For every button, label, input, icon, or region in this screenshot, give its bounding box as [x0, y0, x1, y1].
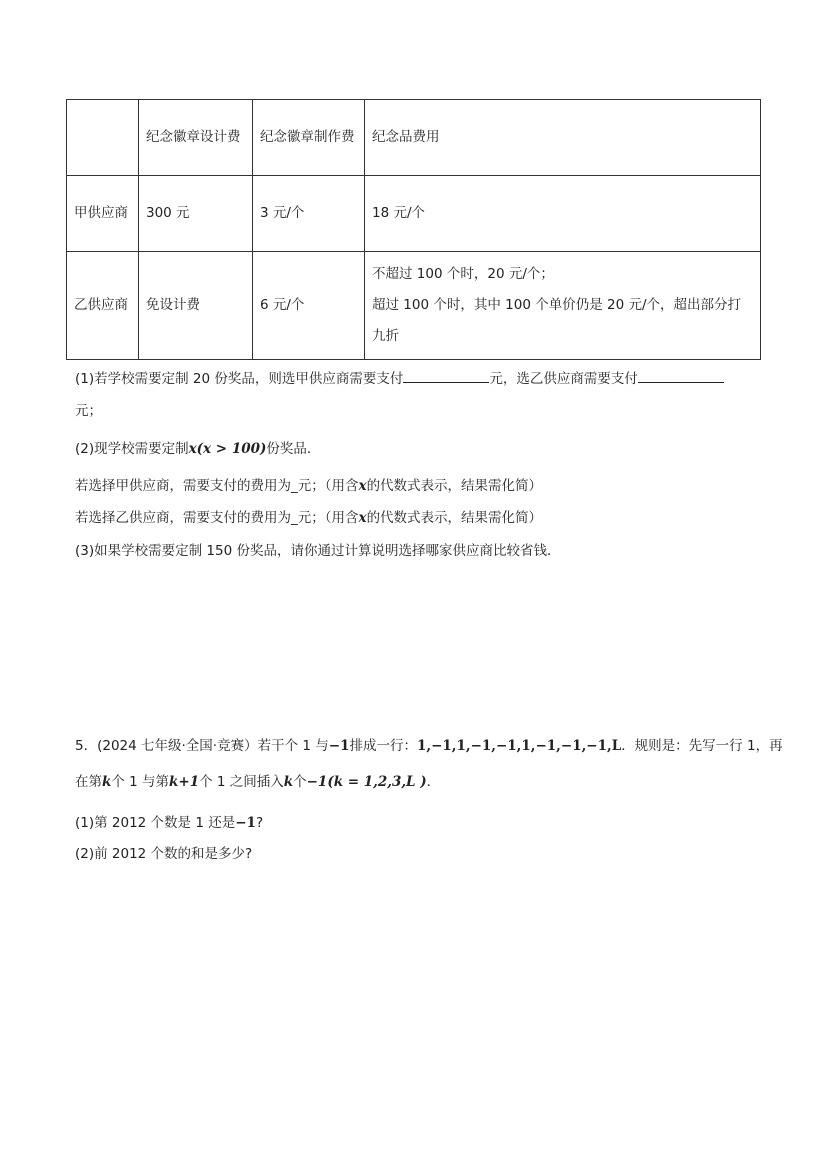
q4-part2: (2)现学校需要定制x(x > 100)份奖品． [75, 441, 321, 457]
table-cell: 18 元/个 [365, 176, 761, 252]
table-cell: 乙供应商 [67, 252, 139, 360]
q5-part2: (2)前 2012 个数的和是多少? [75, 846, 253, 862]
q5-part1: (1)第 2012 个数是 1 还是−1? [75, 815, 264, 831]
table-cell [365, 252, 761, 360]
table-cell: 300 元 [139, 176, 253, 252]
q4-part3: (3)如果学校需要定制 150 份奖品，请你通过计算说明选择哪家供应商比较省钱． [75, 543, 561, 559]
q5-line2: 在第k个 1 与第k+1个 1 之间插入k个−1(k = 1,2,3,L )． [75, 774, 441, 790]
answer-blank [403, 368, 489, 383]
table-cell: 纪念徽章制作费 [253, 100, 365, 176]
q4-part1-unit: 元； [75, 403, 102, 419]
table-cell: 甲供应商 [67, 176, 139, 252]
gift-rule-1: 不超过 100 个时，20 元/个； [372, 266, 554, 282]
q4-part2-line2: 若选择乙供应商，需要支付的费用为_元；（用含x的代数式表示，结果需化简） [75, 510, 543, 526]
answer-blank [638, 368, 724, 383]
table-cell: 纪念徽章设计费 [139, 100, 253, 176]
pricing-table [66, 99, 761, 360]
table-row [67, 176, 761, 252]
table-cell: 免设计费 [139, 252, 253, 360]
table-cell [67, 100, 139, 176]
table-cell: 6 元/个 [253, 252, 365, 360]
q4-part1: (1)若学校需要定制 20 份奖品，则选甲供应商需要支付 元，选乙供应商需要支付 [75, 368, 724, 390]
table-cell: 3 元/个 [253, 176, 365, 252]
q4-part2-line1: 若选择甲供应商，需要支付的费用为_元；（用含x的代数式表示，结果需化简） [75, 478, 543, 494]
gift-rule-2: 超过 100 个时，其中 100 个单价仍是 20 元/个，超出部分打九折 [372, 297, 742, 344]
q5-line1: 5．(2024 七年级·全国·竞赛）若干个 1 与−1排成一行：1,−1,1,−1,−1,1,−1,−1,−1,L．规则是：先写一行 1，再 [75, 738, 783, 754]
table-cell: 纪念品费用 [365, 100, 761, 176]
table-header-row [67, 100, 761, 176]
table-row [67, 252, 761, 360]
